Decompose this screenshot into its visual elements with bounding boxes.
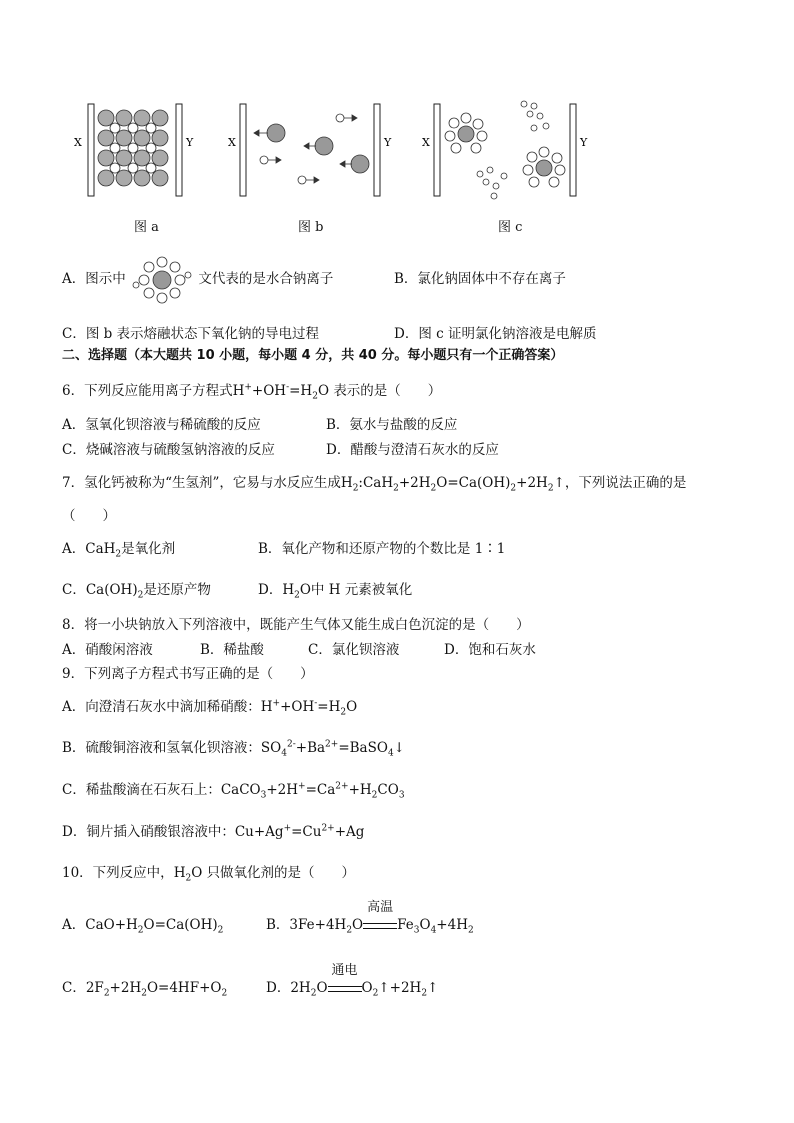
hydrated-sodium-ion-icon <box>130 255 194 305</box>
q8-option-d: D．饱和石灰水 <box>444 642 536 658</box>
q7-option-b: B．氧化产物和还原产物的个数比是 1∶1 <box>258 541 506 557</box>
section-2-heading: 二、选择题（本大题共 10 小题，每小题 4 分，共 40 分。每小题只有一个正确答案） <box>62 348 564 363</box>
q10-option-d: D．$2H_2O$ 通电 $O_2↑+2H_2↑$ <box>266 963 439 999</box>
q5-option-d: D．图 c 证明氯化钠溶液是电解质 <box>394 326 597 342</box>
q8-option-c: C．氯化钡溶液 <box>308 642 400 658</box>
q7-stem: 7．氢化钙被称为“生氢剂”，它易与水反应生成$H_2:CaH_2+2H_2O=Ca(OH)_2+2H_2↑$，下列说法正确的是 <box>62 475 687 494</box>
figure-b-caption: 图 b <box>298 220 324 235</box>
q8-option-b: B．稀盐酸 <box>200 642 264 658</box>
q7-option-c: C．$Ca(OH)_2$是还原产物 <box>62 582 211 601</box>
q6-option-a: A．氢氧化钡溶液与稀硫酸的反应 <box>62 417 261 433</box>
q9-option-d: D．铜片插入硝酸银溶液中：$Cu+Ag^+=Cu^{2+}+Ag$ <box>62 823 365 840</box>
q5-option-b: B．氯化钠固体中不存在离子 <box>394 271 566 287</box>
q10-b-condition: 高温 <box>367 900 394 915</box>
q8-stem: 8．将一小块钠放入下列溶液中，既能产生气体又能生成白色沉淀的是（ ） <box>62 617 530 633</box>
q10-option-b: B．$3Fe+4H_2O$ 高温 $Fe_3O_4+4H_2$ <box>266 900 474 936</box>
q9-option-b: B．硫酸铜溶液和氢氧化钡溶液：$SO_4^{2-}+Ba^{2+}=BaSO_4↓$ <box>62 739 405 759</box>
q9-option-c: C．稀盐酸滴在石灰石上：$CaCO_3+2H^+=Ca^{2+}+H_2CO_3$ <box>62 781 405 801</box>
q9-option-a: A．向澄清石灰水中滴加稀硝酸：$H^++OH^-=H_2O$ <box>62 698 358 718</box>
q7-paren: （ ） <box>62 508 116 524</box>
figure-c-label-x: X <box>422 136 430 149</box>
q5-option-a: A．图示中 文代表的是水合钠离子 <box>62 270 333 289</box>
q5-option-c: C．图 b 表示熔融状态下氧化钠的导电过程 <box>62 326 320 342</box>
q10-option-a: A．$CaO+H_2O=Ca(OH)_2$ <box>62 917 224 936</box>
q9-stem: 9．下列离子方程式书写正确的是（ ） <box>62 666 314 682</box>
q6-option-d: D．醋酸与澄清石灰水的反应 <box>326 442 499 458</box>
figure-b-label-y: Y <box>384 136 392 149</box>
q6-option-b: B．氨水与盐酸的反应 <box>326 417 458 433</box>
q10-d-condition: 通电 <box>331 963 358 978</box>
figure-c <box>420 96 600 216</box>
figure-c-caption: 图 c <box>498 220 523 235</box>
q10-option-c: C．$2F_2+2H_2O=4HF+O_2$ <box>62 980 228 999</box>
q7-option-d: D．$H_2O$中 H 元素被氧化 <box>258 582 413 601</box>
figure-a-caption: 图 a <box>134 220 159 235</box>
figure-a-label-y: Y <box>186 136 194 149</box>
q8-option-a: A．硝酸闲溶液 <box>62 642 153 658</box>
figure-c-label-y: Y <box>580 136 588 149</box>
q6-stem: 6．下列反应能用离子方程式$H^++OH^-=H_2O$ 表示的是（ ） <box>62 382 442 402</box>
figure-a <box>72 96 202 206</box>
figure-b-label-x: X <box>228 136 236 149</box>
figure-b <box>226 96 396 206</box>
q10-stem: 10．下列反应中，$H_2O$ 只做氧化剂的是（ ） <box>62 865 356 884</box>
q7-option-a: A．CaH$_2$是氧化剂 <box>62 541 176 560</box>
figure-a-label-x: X <box>74 136 82 149</box>
q6-option-c: C．烧碱溶液与硫酸氢钠溶液的反应 <box>62 442 275 458</box>
